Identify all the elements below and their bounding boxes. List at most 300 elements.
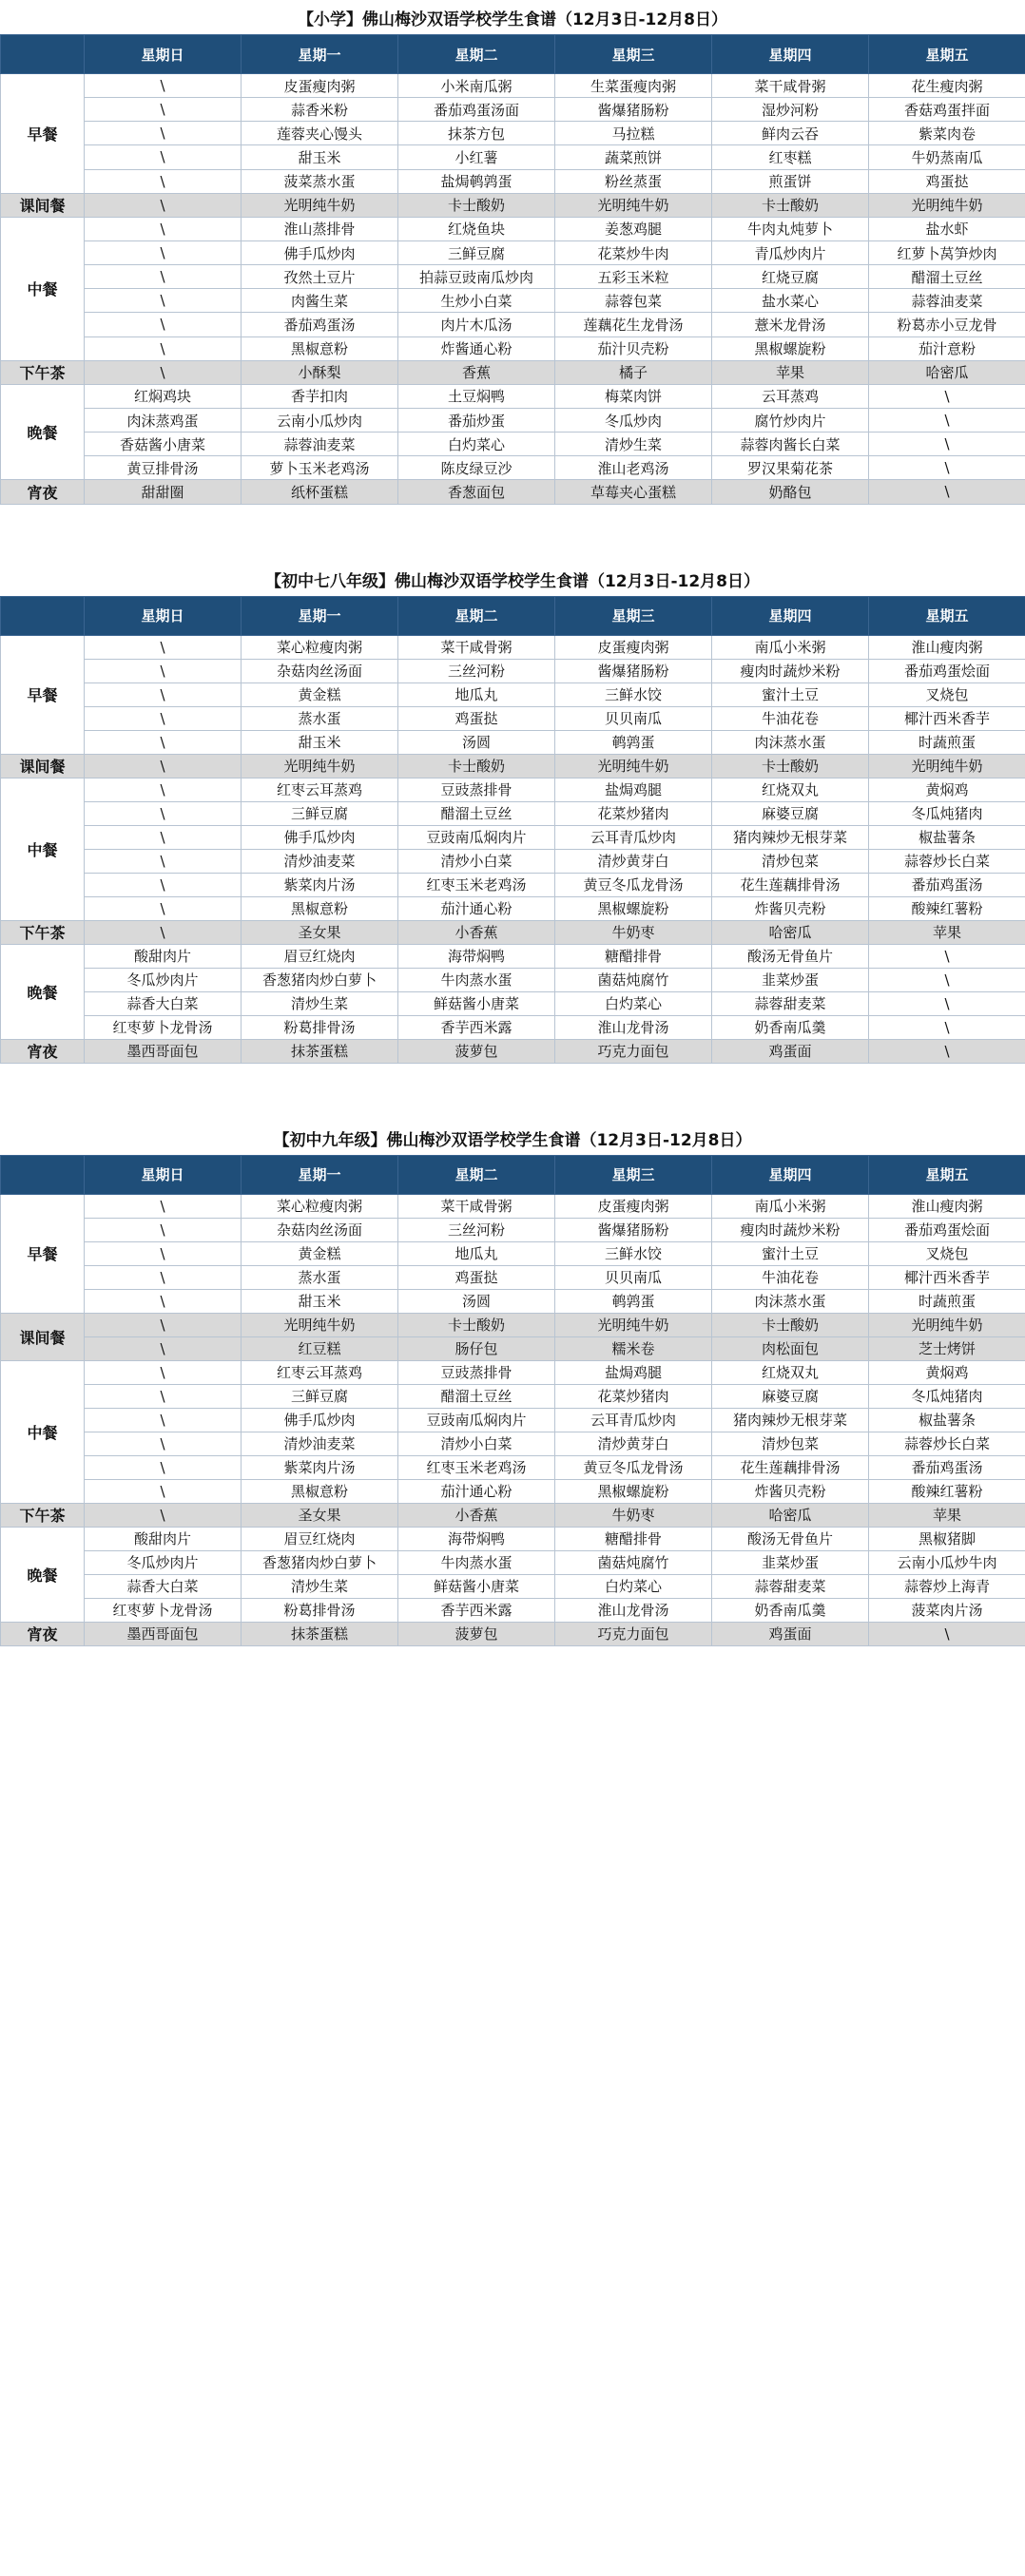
dish-cell: 椰汁西米香芋 (869, 706, 1025, 730)
dish-cell: 盐焗鸡腿 (555, 778, 712, 801)
menu-row (1, 289, 1025, 313)
dish-cell: 清炒小白菜 (398, 1432, 555, 1455)
dish-cell: 淮山老鸡汤 (555, 456, 712, 480)
day-header: 星期三 (555, 596, 712, 635)
dish-cell: 黄豆排骨汤 (85, 456, 242, 480)
dish-cell: 卡士酸奶 (712, 754, 869, 778)
dish-cell: 猪肉辣炒无根芽菜 (712, 1408, 869, 1432)
dish-cell: 豆豉蒸排骨 (398, 1360, 555, 1384)
menu-row (1, 1241, 1025, 1265)
menu-table (0, 1155, 1025, 1646)
dish-cell: 孜然土豆片 (242, 265, 398, 289)
meal-label: 早餐 (1, 74, 85, 194)
dish-cell: 叉烧包 (869, 682, 1025, 706)
dish-cell: 蒜蓉炒长白菜 (869, 849, 1025, 873)
dish-cell: 花生莲藕排骨汤 (712, 1455, 869, 1479)
menu-row (1, 1218, 1025, 1241)
dish-cell: 菜干咸骨粥 (398, 635, 555, 659)
menu-row (1, 706, 1025, 730)
menu-row (1, 873, 1025, 896)
dish-cell: 韭菜炒蛋 (712, 968, 869, 991)
dish-cell: 南瓜小米粥 (712, 1194, 869, 1218)
dish-cell: 清炒生菜 (242, 991, 398, 1015)
menu-row (1, 849, 1025, 873)
dish-cell: \ (85, 801, 242, 825)
meal-label: 课间餐 (1, 754, 85, 778)
menu-row (1, 456, 1025, 480)
menu-row (1, 240, 1025, 264)
dish-cell: 光明纯牛奶 (869, 754, 1025, 778)
dish-cell: 冬瓜炖猪肉 (869, 1384, 1025, 1408)
dish-cell: 香菇酱小唐菜 (85, 433, 242, 456)
dish-cell: \ (85, 1432, 242, 1455)
day-header: 星期二 (398, 1155, 555, 1194)
dish-cell: 瘦肉时蔬炒米粉 (712, 659, 869, 682)
meal-label: 早餐 (1, 635, 85, 754)
dish-cell: 光明纯牛奶 (242, 754, 398, 778)
dish-cell: 清炒包菜 (712, 1432, 869, 1455)
dish-cell: 鲜肉云吞 (712, 122, 869, 145)
meal-label: 中餐 (1, 1360, 85, 1503)
dish-cell: 猪肉辣炒无根芽菜 (712, 825, 869, 849)
dish-cell: \ (85, 1313, 242, 1336)
dish-cell: \ (85, 778, 242, 801)
dish-cell: 麻婆豆腐 (712, 801, 869, 825)
menu-row (1, 1574, 1025, 1598)
dish-cell: \ (85, 265, 242, 289)
day-header: 星期四 (712, 35, 869, 74)
dish-cell: 豆豉蒸排骨 (398, 778, 555, 801)
dish-cell: 汤圆 (398, 1289, 555, 1313)
dish-cell: \ (85, 659, 242, 682)
dish-cell: 鹌鹑蛋 (555, 730, 712, 754)
dish-cell: 黑椒意粉 (242, 1479, 398, 1503)
dish-cell: 鸡蛋面 (712, 1622, 869, 1645)
menu-row (1, 730, 1025, 754)
dish-cell: 蒜蓉甜麦菜 (712, 1574, 869, 1598)
dish-cell: 茄汁意粉 (869, 336, 1025, 360)
dish-cell: \ (85, 896, 242, 920)
dish-cell: 眉豆红烧肉 (242, 944, 398, 968)
menu-row (1, 659, 1025, 682)
dish-cell: 椒盐薯条 (869, 1408, 1025, 1432)
day-header: 星期四 (712, 596, 869, 635)
meal-label: 课间餐 (1, 1313, 85, 1360)
dish-cell: 甜玉米 (242, 1289, 398, 1313)
dish-cell: 番茄鸡蛋汤面 (398, 98, 555, 122)
dish-cell: 菌菇炖腐竹 (555, 968, 712, 991)
menu-row (1, 968, 1025, 991)
meal-label: 下午茶 (1, 920, 85, 944)
dish-cell: 草莓夹心蛋糕 (555, 480, 712, 504)
dish-cell: \ (869, 408, 1025, 432)
dish-cell: \ (85, 336, 242, 360)
dish-cell: \ (85, 313, 242, 336)
dish-cell: \ (85, 169, 242, 193)
dish-cell: 香葱面包 (398, 480, 555, 504)
dish-cell: 汤圆 (398, 730, 555, 754)
menu-row (1, 991, 1025, 1015)
dish-cell: 腐竹炒肉片 (712, 408, 869, 432)
meal-label: 晚餐 (1, 1527, 85, 1622)
dish-cell: 三鲜水饺 (555, 1241, 712, 1265)
dish-cell: 拍蒜豆豉南瓜炒肉 (398, 265, 555, 289)
menu-row (1, 360, 1025, 384)
menu-row (1, 1598, 1025, 1622)
dish-cell: \ (85, 240, 242, 264)
day-header: 星期日 (85, 596, 242, 635)
dish-cell: 花菜炒牛肉 (555, 240, 712, 264)
menu-row (1, 1455, 1025, 1479)
dish-cell: 蒜蓉炒上海青 (869, 1574, 1025, 1598)
menu-row (1, 313, 1025, 336)
dish-cell: 蒜蓉甜麦菜 (712, 991, 869, 1015)
dish-cell: 卡士酸奶 (712, 193, 869, 217)
dish-cell: 粉葛排骨汤 (242, 1598, 398, 1622)
dish-cell: 菠萝包 (398, 1622, 555, 1645)
dish-cell: 红烧双丸 (712, 1360, 869, 1384)
menu-row (1, 145, 1025, 169)
dish-cell: 酸汤无骨鱼片 (712, 1527, 869, 1550)
dish-cell: 红枣玉米老鸡汤 (398, 873, 555, 896)
dish-cell: 地瓜丸 (398, 1241, 555, 1265)
dish-cell: 牛奶枣 (555, 1503, 712, 1527)
dish-cell: 梅菜肉饼 (555, 384, 712, 408)
dish-cell: 鸡蛋挞 (869, 169, 1025, 193)
menu-table (0, 34, 1025, 505)
dish-cell: 叉烧包 (869, 1241, 1025, 1265)
header-row (1, 35, 1025, 74)
dish-cell: 苹果 (869, 1503, 1025, 1527)
dish-cell: 菜心粒瘦肉粥 (242, 635, 398, 659)
dish-cell: 紫菜肉片汤 (242, 873, 398, 896)
dish-cell: \ (85, 1408, 242, 1432)
dish-cell: 白灼菜心 (555, 991, 712, 1015)
dish-cell: 香芋扣肉 (242, 384, 398, 408)
dish-cell: 红枣糕 (712, 145, 869, 169)
dish-cell: 南瓜小米粥 (712, 635, 869, 659)
dish-cell: 冬瓜炖猪肉 (869, 801, 1025, 825)
header-row (1, 596, 1025, 635)
dish-cell: \ (85, 1503, 242, 1527)
menu-row (1, 920, 1025, 944)
menu-row (1, 169, 1025, 193)
dish-cell: 冬瓜炒肉片 (85, 1550, 242, 1574)
menu-section (0, 1121, 1025, 1646)
dish-cell: 糖醋排骨 (555, 944, 712, 968)
dish-cell: 莲藕花生龙骨汤 (555, 313, 712, 336)
dish-cell: 三鲜豆腐 (242, 1384, 398, 1408)
menu-section (0, 562, 1025, 1064)
dish-cell: \ (85, 1241, 242, 1265)
dish-cell: 花菜炒猪肉 (555, 801, 712, 825)
dish-cell: \ (85, 849, 242, 873)
dish-cell: 红烧豆腐 (712, 265, 869, 289)
menu-row (1, 682, 1025, 706)
dish-cell: 罗汉果菊花茶 (712, 456, 869, 480)
dish-cell: 小香蕉 (398, 920, 555, 944)
dish-cell: 佛手瓜炒肉 (242, 825, 398, 849)
dish-cell: 酸辣红薯粉 (869, 1479, 1025, 1503)
dish-cell: 巧克力面包 (555, 1039, 712, 1063)
dish-cell: 蒸水蛋 (242, 706, 398, 730)
meal-label: 宵夜 (1, 480, 85, 504)
dish-cell: 光明纯牛奶 (242, 1313, 398, 1336)
dish-cell: 小香蕉 (398, 1503, 555, 1527)
dish-cell: \ (85, 289, 242, 313)
dish-cell: 牛肉蒸水蛋 (398, 1550, 555, 1574)
dish-cell: 圣女果 (242, 920, 398, 944)
dish-cell: 陈皮绿豆沙 (398, 456, 555, 480)
dish-cell: 炸酱通心粉 (398, 336, 555, 360)
dish-cell: 甜甜圈 (85, 480, 242, 504)
dish-cell: \ (85, 730, 242, 754)
dish-cell: 炸酱贝壳粉 (712, 896, 869, 920)
dish-cell: 茄汁贝壳粉 (555, 336, 712, 360)
meal-label: 晚餐 (1, 944, 85, 1039)
dish-cell: \ (85, 1384, 242, 1408)
dish-cell: 黄焖鸡 (869, 778, 1025, 801)
dish-cell: 清炒黄芽白 (555, 1432, 712, 1455)
menu-row (1, 1432, 1025, 1455)
dish-cell: 红枣云耳蒸鸡 (242, 1360, 398, 1384)
dish-cell: 苹果 (869, 920, 1025, 944)
menu-row (1, 1408, 1025, 1432)
dish-cell: \ (85, 122, 242, 145)
meal-label: 早餐 (1, 1194, 85, 1313)
dish-cell: 酱爆猪肠粉 (555, 98, 712, 122)
meal-label: 中餐 (1, 217, 85, 360)
dish-cell: 蒜蓉炒长白菜 (869, 1432, 1025, 1455)
dish-cell: 肉片木瓜汤 (398, 313, 555, 336)
dish-cell: 光明纯牛奶 (869, 1313, 1025, 1336)
menu-row (1, 122, 1025, 145)
dish-cell: \ (869, 433, 1025, 456)
dish-cell: 哈密瓜 (712, 1503, 869, 1527)
menu-row (1, 1289, 1025, 1313)
day-header: 星期五 (869, 1155, 1025, 1194)
dish-cell: 红焖鸡块 (85, 384, 242, 408)
dish-cell: 番茄鸡蛋烩面 (869, 1218, 1025, 1241)
dish-cell: 醋溜土豆丝 (398, 801, 555, 825)
dish-cell: 红豆糕 (242, 1336, 398, 1360)
dish-cell: 瘦肉时蔬炒米粉 (712, 1218, 869, 1241)
day-header: 星期一 (242, 35, 398, 74)
menu-row (1, 1039, 1025, 1063)
dish-cell: 五彩玉米粒 (555, 265, 712, 289)
dish-cell: 冬瓜炒肉片 (85, 968, 242, 991)
dish-cell: 香芋西米露 (398, 1015, 555, 1039)
dish-cell: \ (869, 1622, 1025, 1645)
dish-cell: 菜干咸骨粥 (712, 74, 869, 98)
dish-cell: 黄金糕 (242, 1241, 398, 1265)
dish-cell: 番茄鸡蛋汤 (869, 1455, 1025, 1479)
dish-cell: 盐水虾 (869, 217, 1025, 240)
dish-cell: 佛手瓜炒肉 (242, 1408, 398, 1432)
dish-cell: 酸汤无骨鱼片 (712, 944, 869, 968)
dish-cell: \ (85, 98, 242, 122)
dish-cell: 贝贝南瓜 (555, 1265, 712, 1289)
dish-cell: 盐水菜心 (712, 289, 869, 313)
menu-row (1, 384, 1025, 408)
dish-cell: 肉松面包 (712, 1336, 869, 1360)
menu-row (1, 98, 1025, 122)
dish-cell: 番茄鸡蛋汤 (869, 873, 1025, 896)
menu-row (1, 74, 1025, 98)
dish-cell: \ (869, 384, 1025, 408)
menu-row (1, 1336, 1025, 1360)
menu-row (1, 1550, 1025, 1574)
dish-cell: 椒盐薯条 (869, 825, 1025, 849)
dish-cell: 酸辣红薯粉 (869, 896, 1025, 920)
dish-cell: 杂菇肉丝汤面 (242, 1218, 398, 1241)
dish-cell: 黑椒螺旋粉 (712, 336, 869, 360)
dish-cell: 香芋西米露 (398, 1598, 555, 1622)
dish-cell: 橘子 (555, 360, 712, 384)
dish-cell: 醋溜土豆丝 (869, 265, 1025, 289)
dish-cell: 蒜蓉包菜 (555, 289, 712, 313)
dish-cell: 红枣萝卜龙骨汤 (85, 1015, 242, 1039)
dish-cell: \ (85, 1289, 242, 1313)
day-header: 星期五 (869, 596, 1025, 635)
dish-cell: 牛油花卷 (712, 706, 869, 730)
dish-cell: \ (85, 1265, 242, 1289)
menu-row (1, 1194, 1025, 1218)
header-row (1, 1155, 1025, 1194)
menu-title (0, 562, 1025, 596)
menu-row (1, 1384, 1025, 1408)
dish-cell: \ (85, 74, 242, 98)
dish-cell: 甜玉米 (242, 145, 398, 169)
menu-row (1, 433, 1025, 456)
dish-cell: 时蔬煎蛋 (869, 1289, 1025, 1313)
dish-cell: \ (85, 920, 242, 944)
dish-cell: 云耳青瓜炒肉 (555, 825, 712, 849)
dish-cell: 甜玉米 (242, 730, 398, 754)
menu-row (1, 754, 1025, 778)
dish-cell: 紫菜肉片汤 (242, 1455, 398, 1479)
dish-cell: 盐焗鸡腿 (555, 1360, 712, 1384)
dish-cell: 牛奶枣 (555, 920, 712, 944)
dish-cell: \ (85, 706, 242, 730)
menu-row (1, 1313, 1025, 1336)
dish-cell: 椰汁西米香芋 (869, 1265, 1025, 1289)
dish-cell: 黄焖鸡 (869, 1360, 1025, 1384)
dish-cell: 麻婆豆腐 (712, 1384, 869, 1408)
dish-cell: 萝卜玉米老鸡汤 (242, 456, 398, 480)
header-corner (1, 35, 85, 74)
dish-cell: \ (85, 873, 242, 896)
dish-cell: 紫菜肉卷 (869, 122, 1025, 145)
dish-cell: 红烧双丸 (712, 778, 869, 801)
dish-cell: 番茄炒蛋 (398, 408, 555, 432)
dish-cell: 清炒黄芽白 (555, 849, 712, 873)
dish-cell: 光明纯牛奶 (869, 193, 1025, 217)
dish-cell: 炸酱贝壳粉 (712, 1479, 869, 1503)
dish-cell: 卡士酸奶 (712, 1313, 869, 1336)
dish-cell: 黑椒意粉 (242, 336, 398, 360)
dish-cell: 酱爆猪肠粉 (555, 659, 712, 682)
dish-cell: 奶香南瓜羹 (712, 1598, 869, 1622)
dish-cell: 蔬菜煎饼 (555, 145, 712, 169)
dish-cell: 酸甜肉片 (85, 944, 242, 968)
dish-cell: 姜葱鸡腿 (555, 217, 712, 240)
dish-cell: 番茄鸡蛋烩面 (869, 659, 1025, 682)
dish-cell: 糖醋排骨 (555, 1527, 712, 1550)
menu-row (1, 944, 1025, 968)
dish-cell: 酱爆猪肠粉 (555, 1218, 712, 1241)
dish-cell: 鸡蛋面 (712, 1039, 869, 1063)
dish-cell: \ (869, 944, 1025, 968)
dish-cell: 菜心粒瘦肉粥 (242, 1194, 398, 1218)
dish-cell: 豆豉南瓜焖肉片 (398, 825, 555, 849)
menu-row (1, 1015, 1025, 1039)
day-header: 星期日 (85, 1155, 242, 1194)
dish-cell: 云耳蒸鸡 (712, 384, 869, 408)
meal-label: 课间餐 (1, 193, 85, 217)
dish-cell: \ (869, 1015, 1025, 1039)
dish-cell: 黄豆冬瓜龙骨汤 (555, 1455, 712, 1479)
dish-cell: 肉沫蒸鸡蛋 (85, 408, 242, 432)
dish-cell: 奶香南瓜羹 (712, 1015, 869, 1039)
header-corner (1, 596, 85, 635)
menu-row (1, 825, 1025, 849)
meal-label: 下午茶 (1, 360, 85, 384)
dish-cell: 豆豉南瓜焖肉片 (398, 1408, 555, 1432)
dish-cell: \ (85, 1218, 242, 1241)
dish-cell: 佛手瓜炒肉 (242, 240, 398, 264)
dish-cell: 湿炒河粉 (712, 98, 869, 122)
dish-cell: 粉葛排骨汤 (242, 1015, 398, 1039)
day-header: 星期一 (242, 596, 398, 635)
dish-cell: 蒸水蛋 (242, 1265, 398, 1289)
dish-cell: 黑椒猪脚 (869, 1527, 1025, 1550)
dish-cell: \ (869, 968, 1025, 991)
dish-cell: 清炒油麦菜 (242, 1432, 398, 1455)
dish-cell: 粉葛赤小豆龙骨 (869, 313, 1025, 336)
dish-cell: \ (85, 825, 242, 849)
dish-cell: 红枣云耳蒸鸡 (242, 778, 398, 801)
dish-cell: 淮山龙骨汤 (555, 1015, 712, 1039)
dish-cell: 皮蛋瘦肉粥 (242, 74, 398, 98)
dish-cell: 香蕉 (398, 360, 555, 384)
menu-row (1, 1265, 1025, 1289)
dish-cell: 蒜香大白菜 (85, 991, 242, 1015)
dish-cell: 卡士酸奶 (398, 1313, 555, 1336)
menu-title-text: 【初中九年级】佛山梅沙双语学校学生食谱（12月3日-12月8日） (273, 1130, 752, 1150)
dish-cell: 蒜蓉肉酱长白菜 (712, 433, 869, 456)
menu-title (0, 0, 1025, 34)
dish-cell: 韭菜炒蛋 (712, 1550, 869, 1574)
dish-cell: 肉酱生菜 (242, 289, 398, 313)
dish-cell: 黄金糕 (242, 682, 398, 706)
dish-cell: \ (85, 360, 242, 384)
dish-cell: 三丝河粉 (398, 1218, 555, 1241)
dish-cell: 鲜菇酱小唐菜 (398, 991, 555, 1015)
dish-cell: 红烧鱼块 (398, 217, 555, 240)
dish-cell: 生菜蛋瘦肉粥 (555, 74, 712, 98)
menu-title (0, 1121, 1025, 1155)
dish-cell: 酸甜肉片 (85, 1527, 242, 1550)
dish-cell: 蒜香大白菜 (85, 1574, 242, 1598)
dish-cell: 马拉糕 (555, 122, 712, 145)
dish-cell: 哈密瓜 (869, 360, 1025, 384)
dish-cell: 肠仔包 (398, 1336, 555, 1360)
dish-cell: 鸡蛋挞 (398, 706, 555, 730)
meal-label: 晚餐 (1, 384, 85, 480)
dish-cell: 海带焖鸭 (398, 1527, 555, 1550)
dish-cell: \ (85, 193, 242, 217)
